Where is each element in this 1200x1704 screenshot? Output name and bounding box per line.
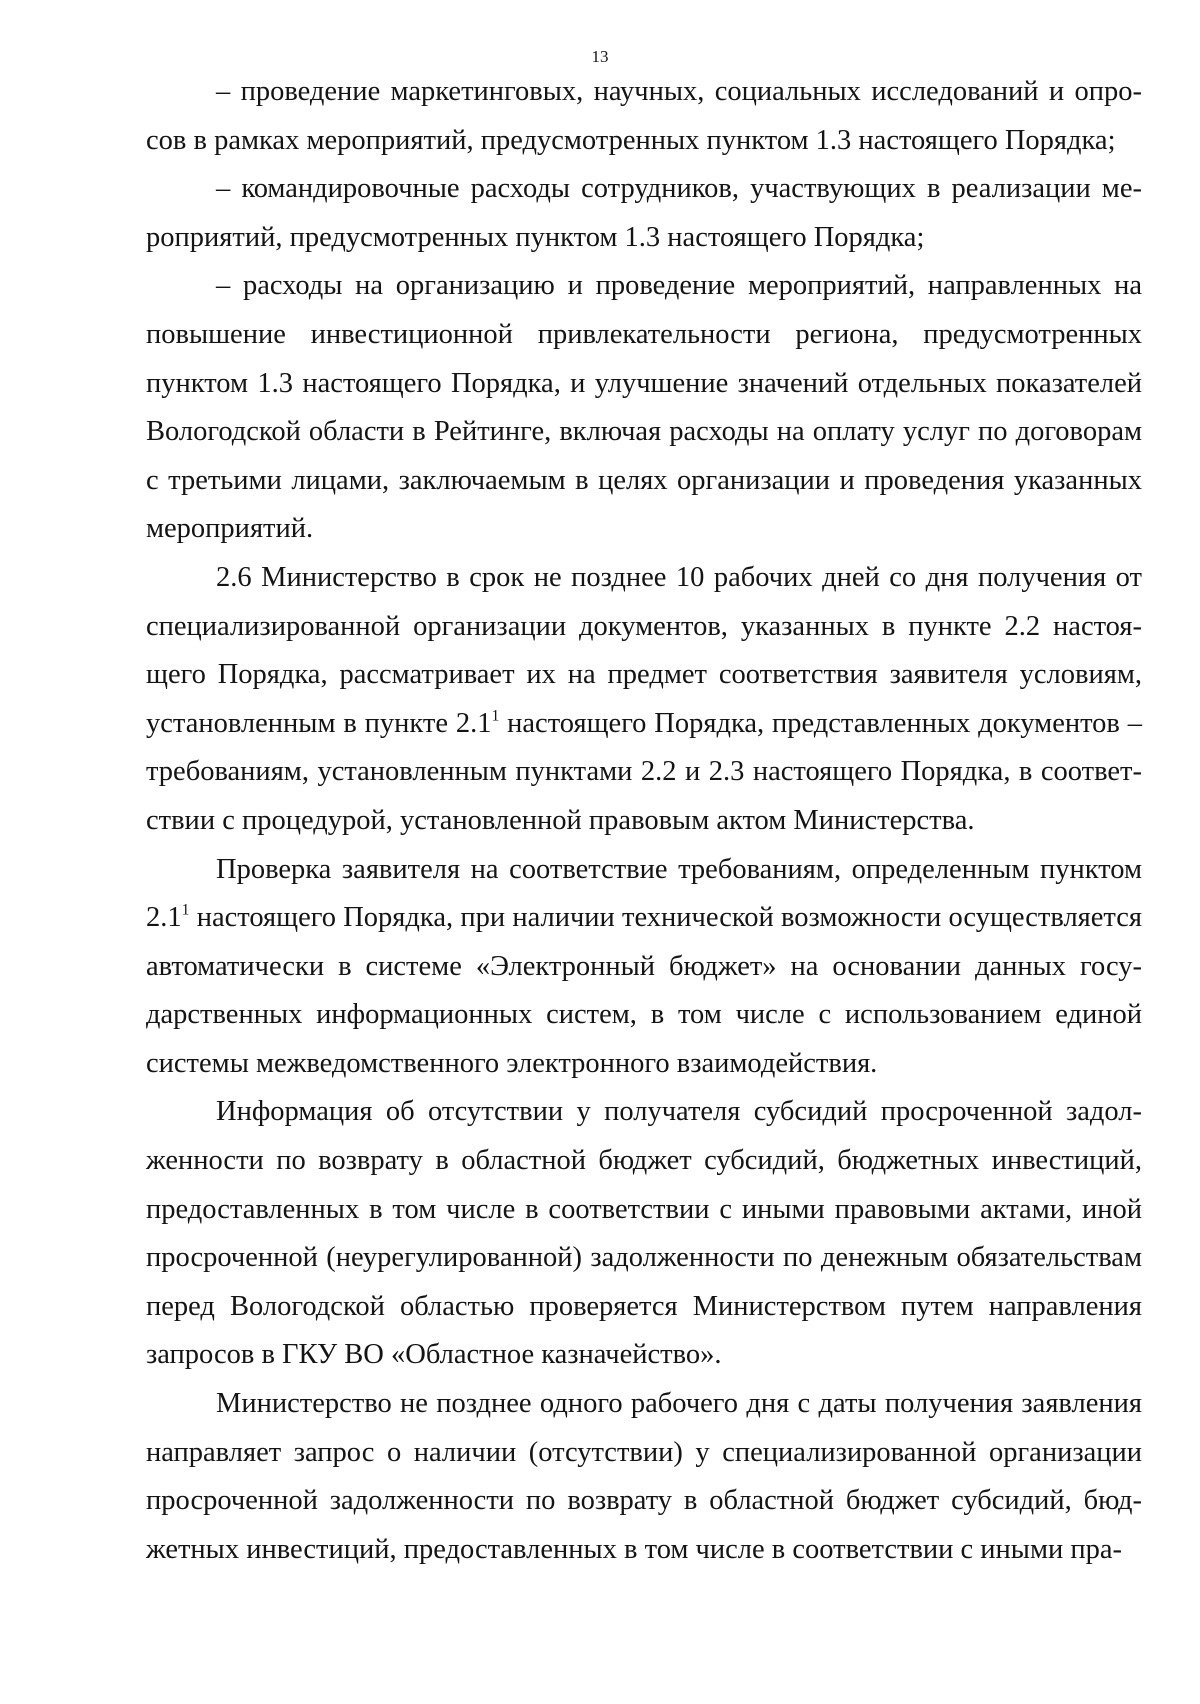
page-number: 13 xyxy=(591,47,609,66)
paragraph-event-expenses: – расходы на организацию и проведение мероприятий, направленных на повышение инвестиционной привлекательности региона, предусмотренных пунктом 1.3 настоящего Порядка, и улучшение значений отдельных показателей Вологодской области в Рейтинге, включая расходы на оплату услуг по договорам с третьими лицами, заключаемым в целях организации и проведения указанных мероприятий. xyxy=(146,270,1142,545)
document-body xyxy=(146,68,1142,1574)
paragraph-travel-expenses: – командировочные расходы сотрудников, участвующих в реализации мероприятий, предусмотренных пунктом 1.3 настоящего Порядка; xyxy=(146,173,1142,253)
paragraph-text-segment: настоящего Порядка, при наличии технической возможности осуществляется автоматически в системе «Электронный бюджет» на основании данных государственных информационных систем, в том числе с использованием единой системы межведомственного электронного взаимодействия. xyxy=(146,902,1142,1079)
superscript-index: 1 xyxy=(181,901,190,919)
paragraph-ministry-request: Министерство не позднее одного рабочего дня с даты получения заявления направляет запрос о наличии (отсутствии) у специализированной организации просроченной задолженности по возврату в областной бюджет субсидий, бюджетных инвестиций, предоставленных в том числе в соответствии с иными пра- xyxy=(146,1388,1142,1565)
paragraph-text-segment: Проверка заявителя на соответствие требованиям, определенным пунктом 2.1 xyxy=(146,853,1142,934)
paragraph-marketing-research: – проведение маркетинговых, научных, социальных исследований и опросов в рамках мероприятий, предусмотренных пунктом 1.3 настоящего Порядка; xyxy=(146,76,1142,156)
superscript-index: 1 xyxy=(491,706,500,724)
paragraph-debt-information: Информация об отсутствии у получателя субсидий просроченной задолженности по возврату в областной бюджет субсидий, бюджетных инвестиций, предоставленных в том числе в соответствии с иными правовыми актами, иной просроченной (неурегулированной) задолженности по денежным обязательствам перед Вологодской областью проверяется Министерством путем направления запросов в ГКУ ВО «Областное казначейство». xyxy=(146,1096,1142,1371)
paragraph-applicant-check xyxy=(146,846,1142,1089)
paragraph-text-segment: 2.6 Министерство в срок не позднее 10 рабочих дней со дня получения от специализированной организации документов, указанных в пункте 2.2 настоящего Порядка, рассматривает их на предмет соответствия заявителя условиям, установленным в пункте 2.1 xyxy=(146,561,1142,739)
paragraph-text-segment: настоящего Порядка, представленных документов – требованиям, установленным пунктами 2.2 и 2.3 настоящего Порядка, в соответствии с процедурой, установленной правовым актом Министерства. xyxy=(146,707,1142,836)
paragraph-2-6-review xyxy=(146,554,1142,846)
